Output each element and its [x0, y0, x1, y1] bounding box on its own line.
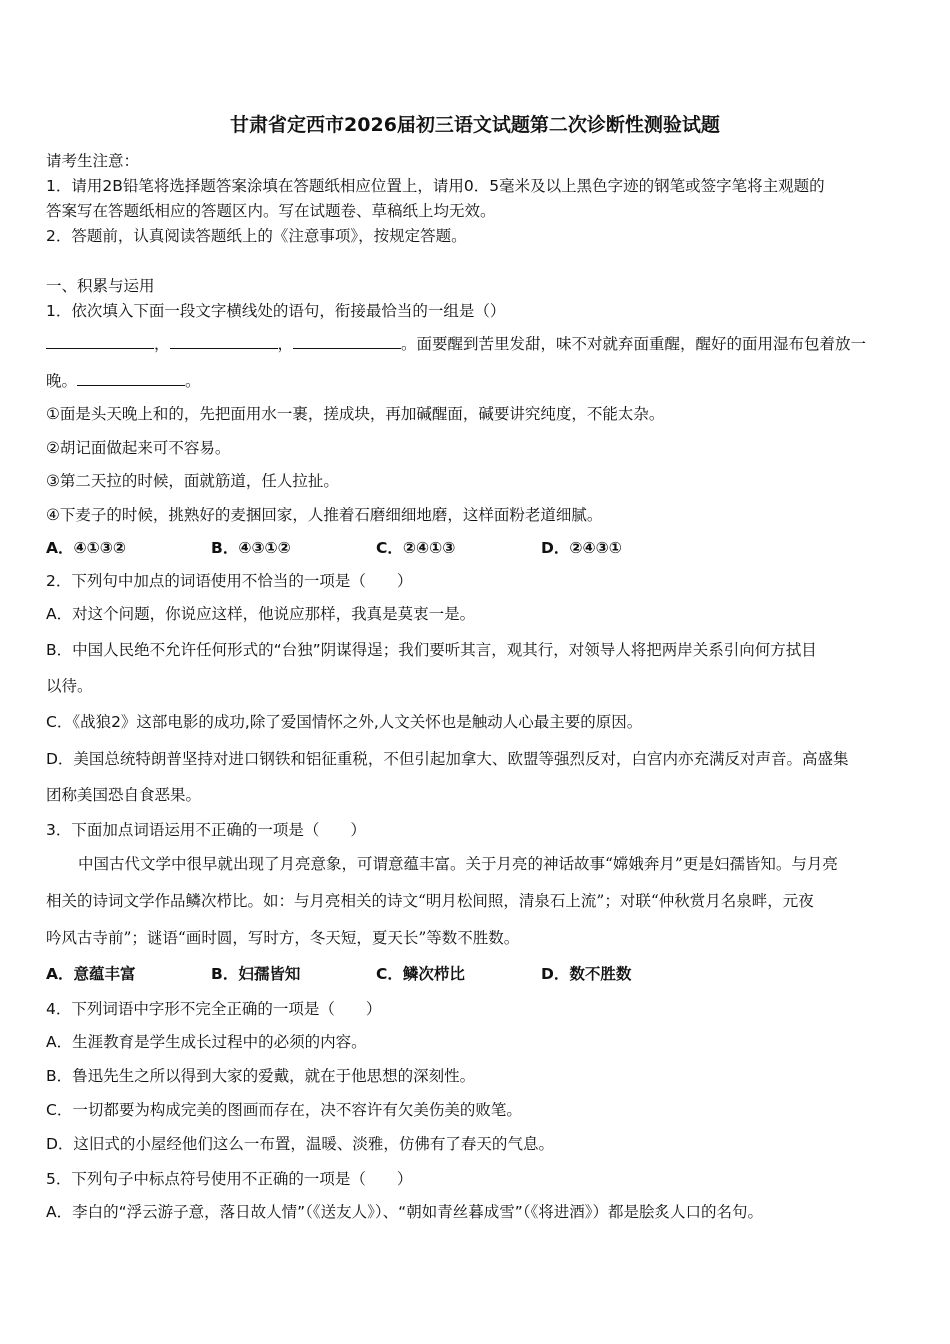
answer-blank[interactable]: [46, 334, 154, 349]
option[interactable]: D．数不胜数: [541, 965, 632, 983]
list-item: ①面是头天晚上和的，先把面用水一裹，搓成块，再加碱醒面，碱要讲究纯度，不能太杂。: [46, 405, 665, 423]
passage-line: 中国古代文学中很早就出现了月亮意象，可谓意蕴丰富。关于月亮的神话故事“嫦娥奔月”更是妇孺皆知。与月亮: [78, 855, 838, 873]
question-stem: 5．下列句子中标点符号使用不正确的一项是（ ）: [46, 1170, 413, 1188]
fill-line: [46, 371, 201, 391]
option-line: C．《战狼2》这部电影的成功,除了爱国情怀之外,人文关怀也是触动人心最主要的原因。: [46, 713, 643, 731]
question-stem: 2．下列句中加点的词语使用不恰当的一项是（ ）: [46, 572, 413, 590]
question-stem: 1．依次填入下面一段文字横线处的语句，衔接最恰当的一组是（）: [46, 302, 506, 320]
passage-text: 。面要醒到苦里发甜，味不对就弃面重醒，醒好的面用湿布包着放一: [401, 335, 867, 353]
list-item: ③第二天拉的时候，面就筋道，任人拉扯。: [46, 472, 339, 490]
answer-options: [46, 538, 706, 558]
list-item: ④下麦子的时候，挑熟好的麦捆回家，人推着石磨细细地磨，这样面粉老道细腻。: [46, 506, 603, 524]
option-line: A．对这个问题，你说应这样，他说应那样，我真是莫衷一是。: [46, 605, 476, 623]
answer-blank[interactable]: [293, 334, 401, 349]
answer-options: [46, 964, 706, 984]
option[interactable]: D．②④③①: [541, 539, 622, 557]
notice-item: 1．请用2B铅笔将选择题答案涂填在答题纸相应位置上，请用0．5毫米及以上黑色字迹的钢笔或签字笔将主观题的: [46, 177, 825, 195]
option-line: A．生涯教育是学生成长过程中的必须的内容。: [46, 1033, 367, 1051]
section-heading: 一、积累与运用: [46, 277, 155, 295]
list-item: ②胡记面做起来可不容易。: [46, 439, 231, 457]
separator: ，: [154, 335, 170, 353]
option[interactable]: B．④③①②: [211, 539, 291, 557]
option[interactable]: A．④①③②: [46, 539, 126, 557]
question-stem: 4．下列词语中字形不完全正确的一项是（ ）: [46, 1000, 382, 1018]
option-line: 以待。: [46, 677, 93, 695]
answer-blank[interactable]: [77, 371, 185, 386]
option-line: B．鲁迅先生之所以得到大家的爱戴，就在于他思想的深刻性。: [46, 1067, 476, 1085]
option-line: C．一切都要为构成完美的图画而存在，决不容许有欠美伤美的败笔。: [46, 1101, 522, 1119]
passage-text: 。: [185, 372, 201, 390]
document-title: 甘肃省定西市2026届初三语文试题第二次诊断性测验试题: [230, 114, 720, 136]
option-line: D．美国总统特朗普坚持对进口钢铁和铝征重税，不但引起加拿大、欧盟等强烈反对，白宫内亦充满反对声音。高盛集: [46, 750, 849, 768]
question-stem: 3．下面加点词语运用不正确的一项是（ ）: [46, 821, 366, 839]
separator: ，: [277, 335, 294, 353]
option[interactable]: A．意蕴丰富: [46, 965, 136, 983]
passage-text: 晚。: [46, 372, 78, 390]
option[interactable]: C．②④①③: [376, 539, 456, 557]
notice-item: 2．答题前，认真阅读答题纸上的《注意事项》，按规定答题。: [46, 227, 467, 245]
passage-line: 吟风古寺前”；谜语“画时圆，写时方，冬天短，夏天长”等数不胜数。: [46, 929, 520, 947]
option-line: A．李白的“浮云游子意，落日故人情”（《送友人》）、“朝如青丝暮成雪”（《将进酒》）都是脍炙人口的名句。: [46, 1203, 763, 1221]
answer-blank[interactable]: [170, 334, 278, 349]
option[interactable]: B．妇孺皆知: [211, 965, 301, 983]
option-line: B．中国人民绝不允许任何形式的“台独”阴谋得逞；我们要听其言，观其行，对领导人将把两岸关系引向何方拭目: [46, 641, 817, 659]
option[interactable]: C．鳞次栉比: [376, 965, 465, 983]
notice-item: 答案写在答题纸相应的答题区内。写在试题卷、草稿纸上均无效。: [46, 202, 496, 220]
option-line: D．这旧式的小屋经他们这么一布置，温暖、淡雅，仿佛有了春天的气息。: [46, 1135, 554, 1153]
option-line: 团称美国恐自食恶果。: [46, 786, 202, 804]
fill-line: [46, 334, 866, 354]
notice-heading: 请考生注意：: [46, 152, 140, 170]
passage-line: 相关的诗词文学作品鳞次栉比。如：与月亮相关的诗文“明月松间照，清泉石上流”；对联“仲秋赏月名泉畔，元夜: [46, 892, 814, 910]
